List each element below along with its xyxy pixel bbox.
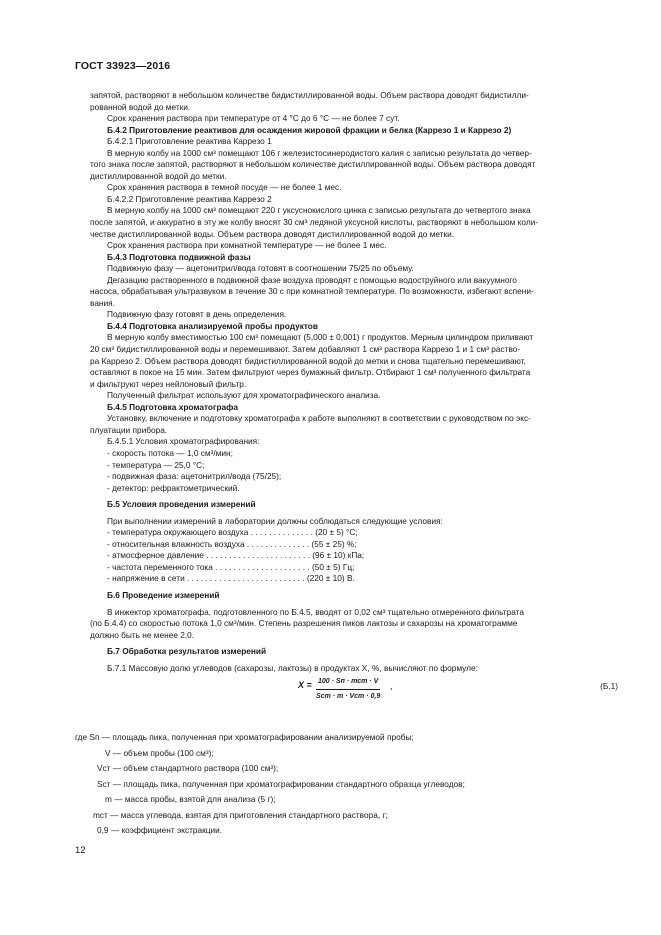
- text-line: В мерную колбу на 1000 см³ помещают 220 г уксуснокислого цинка с записью результата до четвертого знака: [107, 205, 531, 216]
- text-line: В мерную колбу вместимостью 100 см³ помещают (5,000 ± 0,001) г продуктов. Мерным цилиндром приливают: [107, 332, 534, 343]
- text-line: запятой, растворяют в небольшом количестве бидистиллированной воды. Объем раствора доводят бидистилли-: [90, 90, 529, 100]
- list-item: - скорость потока — 1,0 см³/мин;: [107, 447, 233, 458]
- section-heading: Б.7 Обработка результатов измерений: [107, 646, 267, 657]
- formula-denominator: Sст · m · Vст · 0,9: [316, 692, 381, 700]
- list-item: - детектор: рефрактометрический.: [107, 482, 240, 493]
- text-line: плуатации прибора.: [90, 424, 168, 435]
- text-line: Дегазацию растворенного в подвижной фазе воздуха проводят с помощью водоструйного или вакуумного: [107, 274, 517, 285]
- text-line: дистиллированной водой до метки.: [90, 170, 227, 181]
- text-line: Установку, включение и подготовку хроматографа к работе выполняют в соответствии с руководством по экс-: [107, 413, 531, 424]
- list-item: - частота переменного тока . . . . . . . . . . . . . . . . . . . . . (50 ± 5) Гц;: [107, 561, 355, 572]
- section-heading: Б.4.3 Подготовка подвижной фазы: [107, 251, 251, 262]
- text-line: В мерную колбу на 1000 см³ помещают 106 г железистосинеродистого калия с записью результата до четвер-: [107, 147, 532, 158]
- text-line: и фильтруют через нейлоновый фильтр.: [90, 378, 247, 389]
- text-line: вания.: [90, 297, 115, 308]
- text-line: ра Каррезо 2. Объем раствора доводят бидистиллированной водой до метки и снова тщательно перемешивают,: [90, 355, 526, 366]
- text-line: (по Б.4.4) со скоростью потока 1,0 см³/мин. Степень разрешения пиков лактозы и сахарозы на хроматограмме: [90, 618, 518, 629]
- text-line: Срок хранения раствора в темной посуде — не более 1 мес.: [107, 182, 342, 193]
- list-item: - относительная влажность воздуха . . . . . . . . . . . . . . (55 ± 25) %;: [107, 538, 357, 549]
- where-item: где Sп — площадь пика, полученная при хроматографировании анализируемой пробы;: [75, 732, 414, 742]
- text-line: Срок хранения раствора при комнатной температуре — не более 1 мес.: [107, 240, 387, 251]
- text-line: после запятой, и аккуратно в эту же колбу вносят 30 см³ ледяной уксусной кислоты, растворяют в небольшом коли-: [90, 217, 539, 228]
- formula-fraction: [316, 676, 380, 702]
- list-item: - напряжение в сети . . . . . . . . . . . . . . . . . . . . . . . . . . (220 ± 10) В.: [107, 573, 355, 584]
- text-line: Б.4.2.2 Приготовление реактива Каррезо 2: [107, 193, 272, 204]
- section-heading: Б.6 Проведение измерений: [107, 589, 220, 600]
- formula-number: (Б.1): [600, 681, 618, 692]
- text-line: Подвижную фазу готовят в день определения.: [107, 309, 287, 320]
- section-heading: Б.4.5 Подготовка хроматографа: [107, 401, 239, 412]
- text-line: Срок хранения раствора при температуре от 4 °С до 6 °С — не более 7 сут.: [107, 113, 400, 124]
- list-item: - атмосферное давление . . . . . . . . . . . . . . . . . . . . . . . (96 ± 10) кПа;: [107, 550, 365, 561]
- text-line: насоса, обрабатывая ультразвуком в течение 30 с при комнатной температуре. По возможности, избегают вспени-: [90, 286, 534, 297]
- where-item: Sст — площадь пика, полученная при хроматографировании стандартного образца углеводов;: [97, 778, 465, 789]
- text-line: Б.4.5.1 Условия хроматографирования:: [107, 436, 260, 447]
- text-line: рованной водой до метки.: [90, 101, 191, 112]
- section-heading: Б.4.2 Приготовление реактивов для осаждения жировой фракции и белка (Каррезо 1 и Каррезо 2): [107, 124, 512, 135]
- text-line: оставляют в покое на 15 мин. Затем фильтруют через бумажный фильтр. Отбирают 1 см³ полученного фильтрата: [90, 367, 531, 378]
- list-item: - подвижная фаза: ацетонитрил/вода (75/25);: [107, 471, 282, 482]
- formula-lhs: X =: [298, 680, 312, 691]
- text-line: Б.7.1 Массовую долю углеводов (сахарозы, лактозы) в продуктах X, %, вычисляют по формуле:: [107, 662, 478, 673]
- formula-b1: [90, 676, 618, 698]
- formula-numerator: 100 · Sп · mст · V: [316, 676, 380, 690]
- text-line: честве дистиллированной воды. Объем раствора доводят дистиллированной водой до метки.: [90, 228, 455, 239]
- text-line: того знака после запятой, растворяют в небольшом количестве дистиллированной воды. Объем раствора доводят: [90, 159, 536, 170]
- section-heading: Б.4.4 Подготовка анализируемой пробы продуктов: [107, 320, 318, 331]
- page-number: 12: [75, 845, 86, 856]
- section-heading: Б.5 Условия проведения измерений: [107, 499, 256, 510]
- list-item: - температура — 25,0 °С;: [107, 459, 205, 470]
- text-line: должно быть не менее 2,0.: [90, 629, 195, 640]
- text-line: При выполнении измерений в лаборатории должны соблюдаться следующие условия:: [107, 515, 443, 526]
- document-body: [90, 90, 618, 702]
- where-item: mст — масса углевода, взятая для приготовления стандартного раствора, г;: [93, 809, 388, 820]
- document-header-title: ГОСТ 33923—2016: [75, 60, 171, 72]
- text-line: Полученный фильтрат используют для хроматографического анализа.: [107, 390, 381, 401]
- where-item: V — объем пробы (100 см³);: [105, 747, 214, 758]
- where-list: [75, 730, 635, 839]
- formula-tail: ,: [390, 681, 393, 692]
- text-line: В инжектор хроматографа, подготовленного по Б.4.5, вводят от 0,02 см³ тщательно отмеренного фильтрата: [107, 606, 524, 617]
- where-item: Vст — объем стандартного раствора (100 см³);: [97, 763, 279, 773]
- text-line: Подвижную фазу — ацетонитрил/вода готовят в соотношении 75/25 по объему.: [107, 263, 414, 274]
- list-item: - температура окружающего воздуха . . . . . . . . . . . . . . (20 ± 5) °С;: [107, 527, 358, 538]
- text-line: Б.4.2.1 Приготовление реактива Каррезо 1: [107, 136, 272, 147]
- where-item: m — масса пробы, взятой для анализа (5 г);: [105, 794, 276, 804]
- where-item: 0,9 — коэффициент экстракции.: [97, 825, 223, 835]
- text-line: 20 см³ бидистиллированной воды и перемешивают. Затем добавляют 1 см³ раствора Каррезо 1 и 1 см³ раство-: [90, 344, 521, 355]
